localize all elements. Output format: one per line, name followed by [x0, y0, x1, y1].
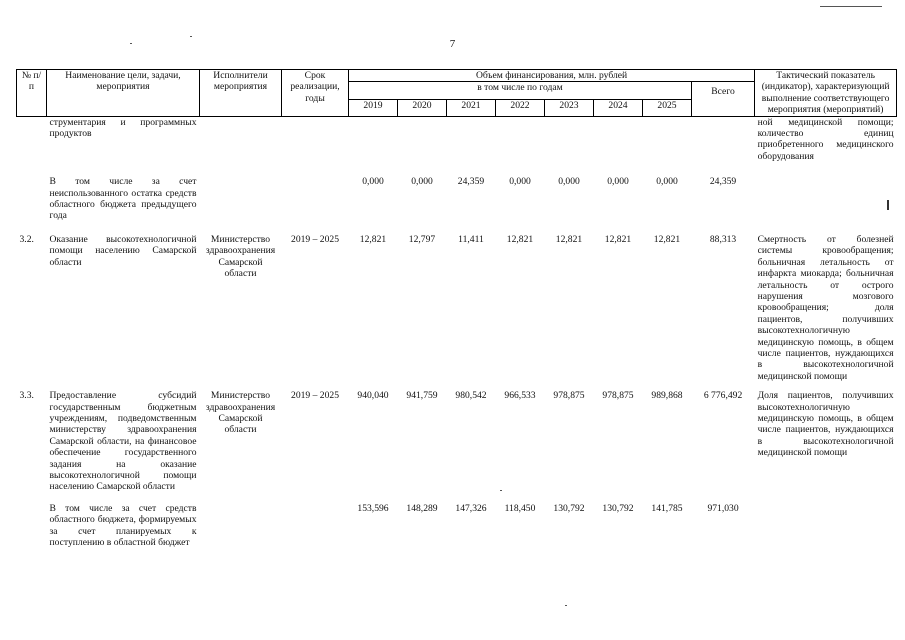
row-value: 0,000	[362, 176, 384, 188]
row-value: 989,868	[651, 390, 683, 402]
row-name: В том числе за счет неиспользованного остатка средств областного бюджета предыдущего года	[49, 176, 197, 222]
row-value: 0,000	[509, 176, 531, 188]
row-indicator: Доля пациентов, получивших высокотехнологичную медицинскую помощь, в общем числе пациентов, нуждающихся в высокотехнологичной медицинской помощи	[757, 390, 894, 459]
row-value: 130,792	[602, 502, 634, 514]
header-year: 2021	[447, 99, 496, 116]
row-value: 12,821	[359, 233, 387, 245]
row-name: Предоставление субсидий государственным бюджетным учреждениям, подведомственным министерству здравоохранения Самарской области, на финансовое обеспечение государственного задания на оказание высокотехнологичной помощи населению Самарской области	[49, 390, 197, 493]
row-value: 130,792	[553, 502, 585, 514]
table-row	[17, 176, 897, 222]
row-executors	[200, 503, 282, 549]
row-value: 940,040	[357, 390, 389, 402]
header-num: № п/п	[17, 70, 47, 117]
row-total: 88,313	[709, 233, 737, 245]
row-value: 12,821	[604, 233, 632, 245]
continuation-name: струментария и программных продуктов	[49, 116, 197, 140]
row-value: 0,000	[411, 176, 433, 188]
row-total: 6 776,492	[703, 390, 743, 402]
row-name: Оказание высокотехнологичной помощи населению Самарской области	[49, 233, 197, 268]
row-value: 980,542	[455, 390, 487, 402]
row-value: 12,821	[653, 233, 681, 245]
row-num: 3.3.	[19, 390, 34, 402]
header-name: Наименование цели, задачи, мероприятия	[47, 70, 200, 117]
row-executors: Министерство здравоохранения Самарской области	[205, 390, 276, 436]
row-value: 12,821	[506, 233, 534, 245]
row-period: 2019 – 2025	[291, 233, 339, 245]
row-executors	[200, 176, 282, 222]
header-year: 2022	[496, 99, 545, 116]
scan-speck	[565, 605, 567, 606]
row-value: 978,875	[602, 390, 634, 402]
row-num	[17, 503, 47, 549]
row-value: 966,533	[504, 390, 536, 402]
row-period	[282, 503, 349, 549]
row-value: 0,000	[607, 176, 629, 188]
continuation-indicator: ной медицинской помощи; количество единиц приобретенного медицинского оборудования	[757, 116, 894, 162]
table-row	[17, 234, 897, 382]
row-value: 0,000	[558, 176, 580, 188]
row-value: 0,000	[656, 176, 678, 188]
row-num	[17, 176, 47, 222]
row-period	[282, 176, 349, 222]
row-executors: Министерство здравоохранения Самарской области	[205, 233, 276, 280]
row-value: 118,450	[504, 502, 536, 514]
table-row	[17, 116, 897, 162]
header-year: 2024	[594, 99, 643, 116]
table-row	[17, 503, 897, 549]
row-value: 147,326	[455, 502, 487, 514]
row-total: 971,030	[707, 502, 739, 514]
table-row	[17, 390, 897, 493]
header-total: Всего	[692, 82, 755, 116]
row-indicator: Смертность от болезней системы кровообращения; больничная летальность от инфаркта миокарда; больничная летальность от острого нарушения мозгового кровообращения; доля пациентов, получивших высокотехнологичную медицинскую помощь, в общем числе пациентов, нуждающихся в высокотехнологичной медицинской помощи	[757, 233, 894, 382]
header-period: Срок реализации, годы	[282, 70, 349, 117]
header-year: 2023	[545, 99, 594, 116]
header-funding: Объем финансирования, млн. рублей	[349, 70, 755, 82]
header-by-years: в том числе по годам	[349, 82, 692, 99]
row-value: 941,759	[406, 390, 438, 402]
header-executors: Исполнители мероприятия	[200, 70, 282, 117]
row-value: 148,289	[406, 502, 438, 514]
scan-speck	[190, 36, 192, 37]
row-value: 24,359	[457, 176, 485, 188]
row-value: 12,797	[408, 233, 436, 245]
financing-table	[16, 69, 897, 548]
page-number: 7	[449, 38, 456, 50]
row-indicator	[755, 176, 897, 222]
row-value: 12,821	[555, 233, 583, 245]
row-name: В том числе за счет средств областного бюджета, формируемых за счет планируемых к поступлению в областной бюджет	[49, 502, 197, 549]
row-value: 978,875	[553, 390, 585, 402]
header-year: 2025	[643, 99, 692, 116]
row-period: 2019 – 2025	[291, 390, 339, 402]
header-year: 2019	[349, 99, 398, 116]
scan-edge-line	[820, 6, 882, 7]
row-num: 3.2.	[19, 233, 34, 245]
row-total: 24,359	[709, 176, 737, 188]
header-year: 2020	[398, 99, 447, 116]
row-indicator	[755, 503, 897, 549]
row-value: 141,785	[651, 502, 683, 514]
row-value: 153,596	[357, 502, 389, 514]
header-indicator: Тактический показатель (индикатор), характеризующий выполнение соответствующего мероприятия (мероприятий)	[755, 70, 897, 117]
row-value: 11,411	[458, 233, 484, 245]
